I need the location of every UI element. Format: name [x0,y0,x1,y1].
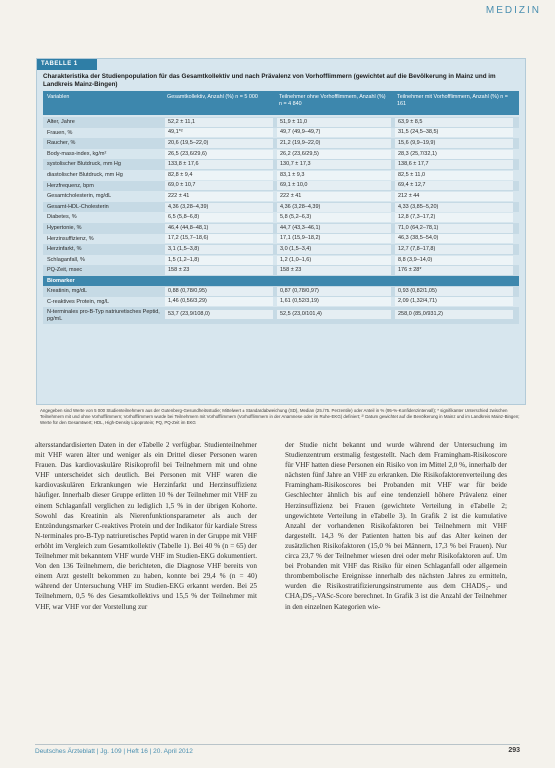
row-label: PQ-Zeit, msec [47,267,83,274]
table-cell: 26,5 (23,6/29,6) [165,150,273,159]
row-label: Alter, Jahre [47,119,75,125]
data-table [36,58,526,405]
table-label: TABELLE 1 [37,59,97,70]
table-cell: 176 ± 28* [395,266,513,275]
table-cell: 82,8 ± 9,4 [165,171,273,180]
table-cell: 3,0 (1,5–3,4) [277,245,391,254]
row-label: Kreatinin, mg/dL [47,287,88,294]
table-row [43,138,519,149]
row-label: systolischer Blutdruck, mm Hg [47,161,121,168]
body-column-left [35,440,257,612]
table-cell: 52,5 (23,0/101,4) [277,310,391,319]
table-cell: 0,88 (0,78/0,95) [165,287,273,296]
table-row [43,117,519,128]
table-body [43,117,519,324]
table-row [43,244,519,255]
table-header [43,91,519,115]
table-cell: 1,2 (1,0–1,6) [277,256,391,265]
table-cell: 17,2 (15,7–18,6) [165,234,273,243]
row-label: Diabetes, % [47,214,77,221]
row-label: C-reaktives Protein, mg/L [47,298,110,305]
body-paragraph: altersstandardisierten Daten in der eTabelle 2 verfügbar. Studienteilnehmer mit VHF waren älter und weniger als ein Drittel dieser Personen waren Frauen. Das kardiovaskuläre Risikoprofil bei Teilnehmern mit und ohne VHF unterscheidet sich deutlich. Bei Personen mit VHF waren die kardiovaskulären Erkrankungen wie Herzinfarkt und Herzinsuffizienz häufiger. Innerhalb dieser Gruppe erlitten 10 % der Teilnehmer mit VHF zu einem Schlaganfall verglichen zu lediglich 1,5 % in der übrigen Kohorte. Sowohl das Kreatinin als Nierenfunktionsparameter als auch der Entzündungsmarker C-reaktives Protein und der Indikator für kardiale Stress N-terminales pro-B-Typ natriuretisches Peptid waren in der Gruppe mit VHF erhöht im Vergleich zum Gesamtkollektiv (Tabelle 1). Bei 40 % (n = 65) der Teilnehmer mit bekanntem VHF wurde VHF im Studien-EKG dokumentiert. Von den 136 Teilnehmern, die berichteten, die Diagnose VHF bereits von einem Arzt gestellt bekommen zu haben, konnte bei 29,4 % (n = 40) während der Untersuchung VHF im Studien-EKG erkannt werden. Bei 25 Teilnehmern, 0,5 % des Gesamtkollektivs und 15,5 % der Teilnehmer mit VHF, war VHF vor der Vorstellung zur [35,441,257,611]
row-label: Herzinfarkt, % [47,246,82,253]
table-row [43,202,519,213]
table-cell: 44,7 (43,3–46,1) [277,224,391,233]
table-cell: 6,5 (5,8–6,8) [165,213,273,222]
table-cell: 158 ± 23 [165,266,273,275]
table-cell: 17,1 (15,9–18,2) [277,234,391,243]
table-cell: 138,6 ± 17,7 [395,160,513,169]
row-label: Body-mass-index, kg/m² [47,150,107,157]
table-row [43,223,519,234]
section-title: MEDIZIN [485,5,541,16]
table-cell: 12,8 (7,3–17,2) [395,213,513,222]
table-header-cell: Gesamtkollektiv, Anzahl (%) n = 5 000 [167,94,258,100]
table-row [43,212,519,223]
table-cell: 28,3 (25,7/32,1) [395,150,513,159]
table-cell: 2,09 (1,32/4,71) [395,297,513,306]
page-header [0,0,555,20]
table-cell: 130,7 ± 17,3 [277,160,391,169]
table-cell: 1,5 (1,2–1,8) [165,256,273,265]
table-cell: 258,0 (85,0/931,2) [395,310,513,319]
row-label: Schlaganfall, % [47,256,85,263]
table-row [43,191,519,202]
table-footnote: Angegeben sind Werte von 5 000 Studienteilnehmern aus der Gutenberg-Gesundheitsstudie; Mittelwert ± Standardabweichung (SD), Median (25./75. Perzentile) oder Anteil in % (95-%-Konfidenzintervall); * signifikanter Unterschied zwischen Teilnehmern mit und ohne Vorhofflimmern; Vorhofflimmern wurde bei Teilnehmern mit Vorhofflimmern (Vorhofflimmern in der Anamnese oder im Ruhe-EKG) definiert; ²⁾ Datum gewichtet auf die Bevölkerung in Mainz und im Landkreis Mainz-Bingen; Werte für den Gesamtwert; HDL, High-Density Lipoprotein; PQ, PQ-Zeit im EKG [40,408,520,425]
page-number: 293 [508,747,520,754]
table-cell: 83,1 ± 9,3 [277,171,391,180]
table-cell: 21,2 (19,9–22,0) [277,139,391,148]
table-cell: 69,1 ± 10,0 [277,181,391,190]
row-label: Hypertonie, % [47,224,82,231]
table-cell: 222 ± 41 [277,192,391,201]
table-cell: 53,7 (23,9/108,0) [165,310,273,319]
table-cell: 0,87 (0,78/0,97) [277,287,391,296]
table-cell: 1,61 (0,52/3,19) [277,297,391,306]
table-cell: 1,46 (0,56/3,29) [165,297,273,306]
table-row [43,181,519,192]
table-row [43,159,519,170]
row-label: Frauen, % [47,129,73,136]
table-cell: 222 ± 41 [165,192,273,201]
table-row [43,255,519,266]
table-header-cell: Variablen [47,94,70,100]
table-row [43,128,519,139]
table-cell: 49,7 (49,9–49,7) [277,128,391,137]
row-label: Herzfrequenz, bpm [47,182,94,189]
table-caption: Charakteristika der Studienpopulation für das Gesamtkollektiv und nach Prävalenz von Vorhofflimmern (gewichtet auf die Bevölkerung in Mainz und im Landkreis Mainz-Bingen) [43,73,496,88]
table-cell: 158 ± 23 [277,266,391,275]
table-header-cell: Teilnehmer mit Vorhofflimmern, Anzahl (%) n = 161 [397,94,508,107]
table-cell: 12,7 (7,8–17,8) [395,245,513,254]
table-cell: 20,6 (19,5–22,0) [165,139,273,148]
table-row [43,234,519,245]
table-cell: 212 ± 44 [395,192,513,201]
table-cell: 3,1 (1,5–3,8) [165,245,273,254]
row-label: Gesamt-HDL-Cholesterin [47,203,109,210]
table-cell: 4,36 (3,28–4,39) [165,203,273,212]
table-cell: 133,8 ± 17,6 [165,160,273,169]
table-cell: 69,0 ± 10,7 [165,181,273,190]
body-paragraph: der Studie nicht bekannt und wurde während der Untersuchung im Studienzentrum erstmalig festgestellt. Nach dem Framingham-Risikoscore für VHF hatten diese Personen ein Risiko von im Mittel 2,0 %, innerhalb der nächsten fünf Jahre an VHF zu erkranken. Die Risikofaktorenverteilung des Framingham-Risikoscores bei Probanden mit VHF war für beide Geschlechter ähnlich bis auf eine tendenziell höhere Prävalenz einer Herzinsuffizienz bei Frauen (gewichtete Verteilung in eTabelle 2; ungewichtete Verteilung in eTabelle 3). In Grafik 2 ist die kumulative Anzahl der vorhandenen Risikofaktoren bei Teilnehmern mit VHF dargestellt. 14,3 % der Patienten hatten bis auf das Alter keinen der zusätzlichen Risikofaktoren (15,0 % bei Männern, 17,3 % bei Frauen). Nur circa 23,7 % der Teilnehmer wiesen drei oder mehr Risikofaktoren auf. Um bei Probanden mit VHF das Risiko für einen Schlaganfall oder allgemein thrombembolische Ereignisse innerhalb des nächsten Jahres zu ermitteln, wurden die Risikostratifizierungsinstrumente aus dem CHADS₂- und CHA₂DS₂-VASc-Score berechnet. In Grafik 3 ist die Anzahl der Teilnehmer in den einzelnen Kategorien wie- [285,441,507,611]
table-cell: 5,8 (5,2–6,3) [277,213,391,222]
table-row [43,297,519,308]
table-cell: 63,9 ± 8,5 [395,118,513,127]
table-cell: 46,3 (38,5–54,0) [395,234,513,243]
table-cell: 52,2 ± 11,1 [165,118,273,127]
table-row [43,307,519,324]
page-footer [35,744,520,757]
table-cell: 82,5 ± 11,0 [395,171,513,180]
table-cell: 71,0 (64,2–78,1) [395,224,513,233]
journal-citation: Deutsches Ärzteblatt | Jg. 109 | Heft 16 | 20. April 2012 [35,748,193,755]
table-cell: 8,8 (3,9–14,0) [395,256,513,265]
table-cell: 26,2 (23,6/29,5) [277,150,391,159]
row-label: Raucher, % [47,140,76,147]
table-cell: 4,36 (3,28–4,39) [277,203,391,212]
table-cell: 49,1*² [165,128,273,137]
row-label: diastolischer Blutdruck, mm Hg [47,171,123,178]
table-row [43,286,519,297]
row-label: Herzinsuffizienz, % [47,235,94,242]
table-cell: 4,33 (3,85–5,20) [395,203,513,212]
table-cell: 31,5 (24,5–38,5) [395,128,513,137]
body-column-right [285,440,507,612]
row-label: Gesamtcholesterin, mg/dL [47,193,112,200]
table-section-label: Biomarker [43,276,519,286]
table-row [43,265,519,276]
table-cell: 69,4 ± 12,7 [395,181,513,190]
table-row [43,170,519,181]
row-label: N-terminales pro-B-Typ natriuretisches Peptid, pg/mL [47,309,160,323]
table-row [43,149,519,160]
table-header-cell: Teilnehmer ohne Vorhofflimmern, Anzahl (%) n = 4 840 [279,94,386,107]
table-cell: 51,9 ± 11,0 [277,118,391,127]
table-cell: 0,93 (0,82/1,05) [395,287,513,296]
table-cell: 46,4 (44,8–48,1) [165,224,273,233]
table-cell: 15,6 (9,9–19,9) [395,139,513,148]
